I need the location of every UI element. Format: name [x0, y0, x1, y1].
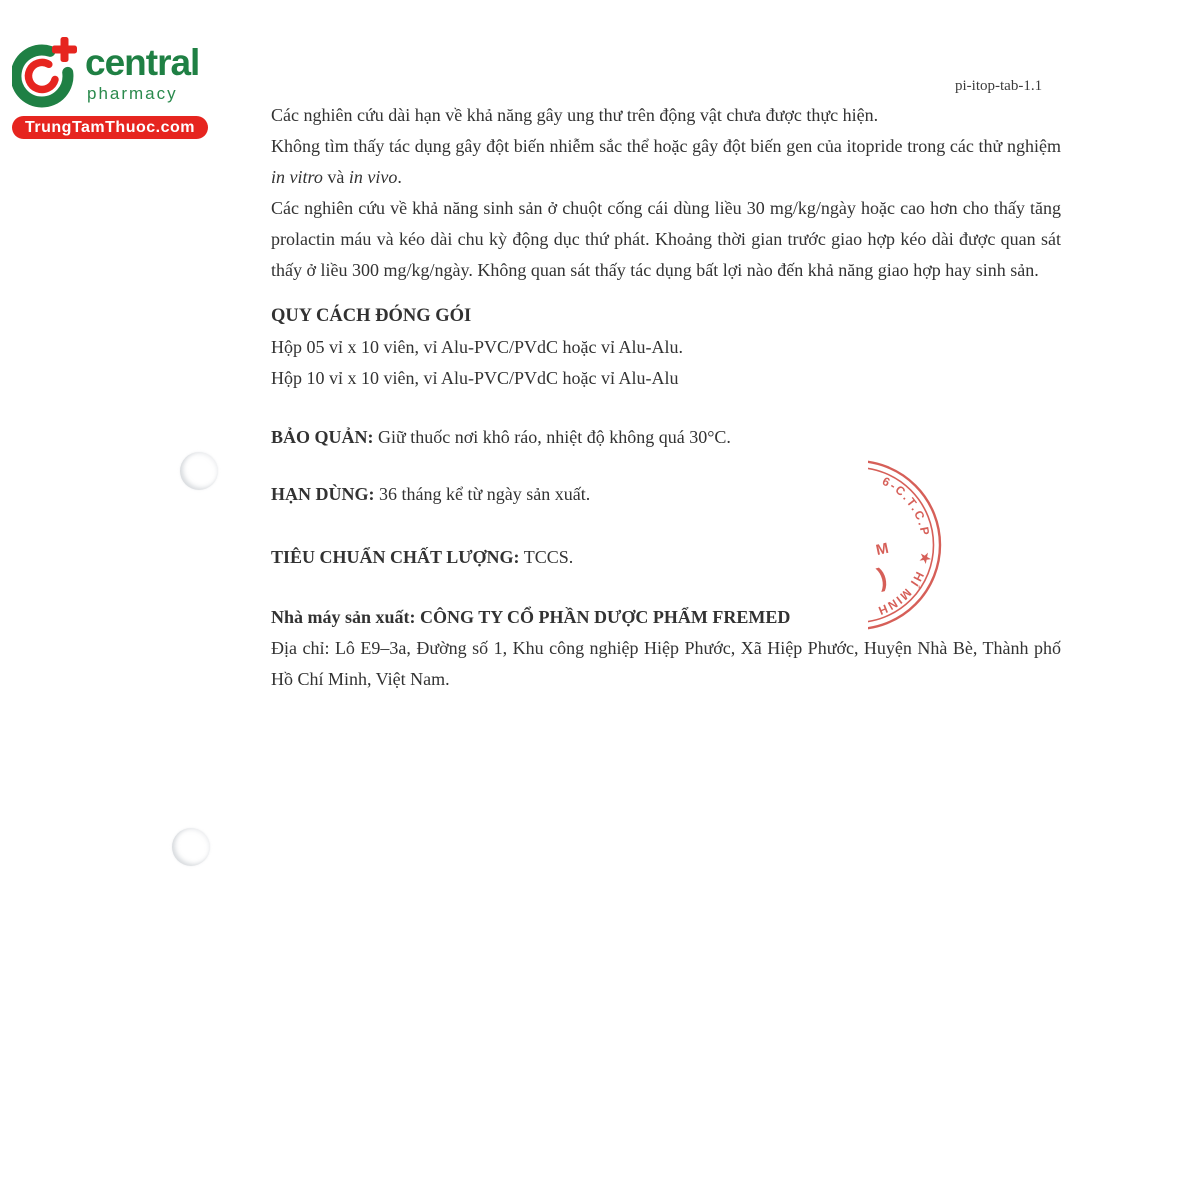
logo-site-badge: TrungTamThuoc.com — [12, 116, 208, 139]
manufacturer-address: Địa chỉ: Lô E9–3a, Đường số 1, Khu công nghiệp Hiệp Phước, Xã Hiệp Phước, Huyện Nhà Bè, Thành phố Hồ Chí Minh, Việt Nam. — [271, 638, 1061, 689]
storage-line — [271, 422, 1061, 453]
italic-in-vitro: in vitro — [271, 167, 323, 187]
punch-hole-top — [180, 452, 218, 490]
shelf-life-label: HẠN DÙNG: — [271, 484, 375, 504]
stamp-arc-top-text: 6-C.T.C.P — [880, 474, 933, 539]
paragraph-fertility: Các nghiên cứu về khả năng sinh sản ở chuột cống cái dùng liều 30 mg/kg/ngày hoặc cao hơn cho thấy tăng prolactin máu và kéo dài chu kỳ động dục thứ phát. Khoảng thời gian trước giao hợp kéo dài được quan sát thấy ở liều 300 mg/kg/ngày. Không quan sát thấy tác dụng bất lợi nào đến khả năng giao hợp hay sinh sản. — [271, 198, 1061, 280]
logo-row — [12, 36, 212, 114]
punch-hole-bottom — [172, 828, 210, 866]
paragraph-mutagenicity: Không tìm thấy tác dụng gây đột biến nhiễm sắc thể hoặc gây đột biến gen của itopride trong các thử nghiệm in vitro và in vivo. — [271, 136, 1061, 187]
document-body — [271, 100, 1061, 695]
stamp-inner-letter: M — [874, 539, 891, 560]
logo-sub-text: pharmacy — [87, 84, 178, 103]
packaging-line-2: Hộp 10 vỉ x 10 viên, vỉ Alu-PVC/PVdC hoặc vỉ Alu-Alu — [271, 368, 679, 388]
manufacturer-label: Nhà máy sản xuất: — [271, 607, 416, 627]
central-pharmacy-icon — [12, 36, 80, 110]
quality-standard-line — [271, 539, 1061, 573]
manufacturer-line — [271, 602, 1061, 633]
logo-brand-text: central — [85, 42, 200, 83]
doc-code: pi-itop-tab-1.1 — [955, 78, 1043, 94]
mutagenicity-text: Không tìm thấy tác dụng gây đột biến nhiễm sắc thể hoặc gây đột biến gen của itopride trong các thử nghiệm — [271, 136, 1061, 156]
shelf-life-text: 36 tháng kể từ ngày sản xuất. — [374, 484, 591, 504]
stamp-star-icon: ★ — [916, 550, 934, 566]
packaging-line-1: Hộp 05 vỉ x 10 viên, vỉ Alu-PVC/PVdC hoặc vỉ Alu-Alu. — [271, 337, 684, 357]
shelf-life-line — [271, 479, 1061, 510]
storage-text: Giữ thuốc nơi khô ráo, nhiệt độ không quá 30°C. — [373, 427, 731, 447]
quality-standard-label: TIÊU CHUẨN CHẤT LƯỢNG: — [271, 547, 520, 567]
quality-standard-text: TCCS. — [519, 547, 574, 567]
italic-in-vivo: in vivo — [348, 167, 398, 187]
stamp-arc-bottom-text: HÍ MINH — [875, 569, 927, 619]
packaging-heading: QUY CÁCH ĐÓNG GÓI — [271, 306, 472, 326]
storage-label: BẢO QUẢN: — [271, 427, 374, 447]
central-pharmacy-logo — [12, 36, 212, 136]
paragraph-carcinogenicity: Các nghiên cứu dài hạn về khả năng gây ung thư trên động vật chưa được thực hiện. — [271, 105, 879, 125]
manufacturer-name: CÔNG TY CỔ PHẦN DƯỢC PHẨM FREMED — [415, 607, 791, 627]
stamp-inner-paren: ) — [874, 561, 890, 593]
